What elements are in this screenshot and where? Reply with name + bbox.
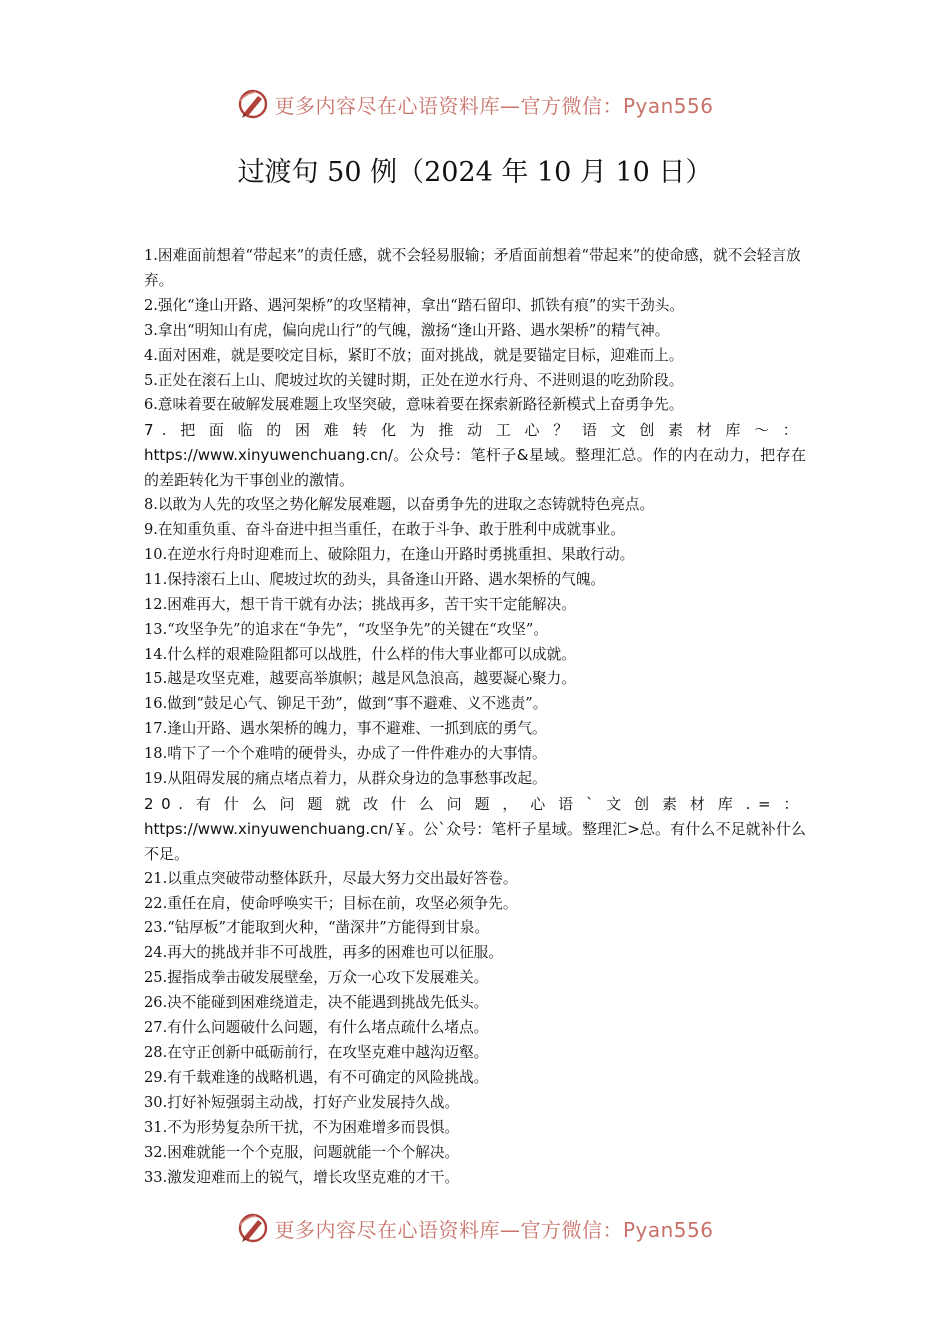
list-item: 4.面对困难，就是要咬定目标，紧盯不放；面对挑战，就是要锚定目标，迎难而上。	[144, 346, 684, 364]
list-item: 6.意味着要在破解发展难题上攻坚突破，意味着要在探索新路径新模式上奋勇争先。	[144, 396, 684, 414]
list-item-rest: https://www.xinyuwenchuang.cn/。公众号：笔杆子&星域。整理汇总。作的内在动力，把存在的差距转化为干事创业的激情。	[144, 446, 806, 490]
list-item: 23.“钻厚板”才能取到火种，“凿深井”方能得到甘泉。	[144, 919, 489, 937]
list-item: 10.在逆水行舟时迎难而上、破除阻力，在逢山开路时勇挑重担、果敢行动。	[144, 545, 635, 563]
pen-logo-icon	[236, 87, 270, 121]
list-item: 16.做到“鼓足心气、铆足干劲”，做到“事不避难、义不逃责”。	[144, 695, 548, 713]
header-watermark-banner	[0, 84, 950, 124]
list-item: 12.困难再大，想干肯干就有办法；挑战再多，苦干实干定能解决。	[144, 595, 576, 613]
list-item: 25.握指成拳击破发展壁垒，万众一心攻下发展难关。	[144, 969, 489, 987]
article-body	[144, 244, 806, 1190]
banner-text: 更多内容尽在心语资料库—官方微信：Pyan556	[274, 93, 714, 118]
list-item: 15.越是攻坚克难，越要高举旗帜；越是风急浪高，越要凝心聚力。	[144, 670, 576, 688]
list-item: 33.激发迎难而上的锐气，增长攻坚克难的才干。	[144, 1168, 460, 1186]
list-item-rest: https://www.xinyuwenchuang.cn/￥。公`众号：笔杆子星域。整理汇>总。有什么不足就补什么不足。	[144, 819, 806, 863]
list-item: 14.什么样的艰难险阻都可以战胜，什么样的伟大事业都可以成就。	[144, 645, 576, 663]
page-title: 过渡句 50 例（2024 年 10 月 10 日）	[237, 157, 713, 188]
list-item: 29.有千载难逢的战略机遇，有不可确定的风险挑战。	[144, 1068, 489, 1086]
list-item: 17.逢山开路、遇水架桥的魄力，事不避难、一抓到底的勇气。	[144, 720, 547, 738]
banner-text: 更多内容尽在心语资料库—官方微信：Pyan556	[274, 1217, 714, 1242]
list-item: 28.在守正创新中砥砺前行，在攻坚克难中越沟迈壑。	[144, 1044, 489, 1061]
list-item	[144, 418, 806, 493]
list-item: 1.困难面前想着“带起来”的责任感，就不会轻易服输；矛盾面前想着“带起来”的使命感，就不会轻言放弃。	[144, 247, 801, 289]
list-item	[144, 792, 806, 867]
pen-logo-icon	[236, 1211, 270, 1245]
list-item: 18.啃下了一个个难啃的硬骨头，办成了一件件难办的大事情。	[144, 745, 547, 763]
footer-watermark-banner	[0, 1208, 950, 1248]
list-item: 11.保持滚石上山、爬坡过坎的劲头，具备逢山开路、遇水架桥的气魄。	[144, 570, 606, 588]
list-item: 9.在知重负重、奋斗奋进中担当重任，在敢于斗争、敢于胜利中成就事业。	[144, 520, 625, 538]
list-item: 26.决不能碰到困难绕道走，决不能遇到挑战先低头。	[144, 994, 489, 1012]
list-item: 3.拿出“明知山有虎，偏向虎山行”的气魄，激扬“逢山开路、遇水架桥”的精气神。	[144, 321, 670, 339]
list-item: 5.正处在滚石上山、爬坡过坎的关键时期，正处在逆水行舟、不进则退的吃劲阶段。	[144, 371, 684, 389]
list-item: 2.强化“逢山开路、遇河架桥”的攻坚精神，拿出“踏石留印、抓铁有痕”的实干劲头。	[144, 296, 684, 314]
list-item-lead: 7.把面临的困难转化为推动工心？语文创素材库～：	[144, 421, 806, 440]
list-item: 21.以重点突破带动整体跃升，尽最大努力交出最好答卷。	[144, 869, 518, 887]
list-item: 32.困难就能一个个克服，问题就能一个个解决。	[144, 1143, 460, 1161]
list-item: 19.从阻碍发展的痛点堵点着力，从群众身边的急事愁事改起。	[144, 770, 547, 788]
list-item: 31.不为形势复杂所干扰，不为困难增多而畏惧。	[144, 1118, 460, 1136]
list-item-lead: 20.有什么问题就改什么问题，心语`文创素材库.=：	[144, 794, 806, 813]
list-item: 22.重任在肩，使命呼唤实干；目标在前，攻坚必须争先。	[144, 894, 518, 912]
list-item: 13.“攻坚争先”的追求在“争先”，“攻坚争先”的关键在“攻坚”。	[144, 620, 548, 638]
list-item: 24.再大的挑战并非不可战胜，再多的困难也可以征服。	[144, 944, 503, 962]
list-item: 30.打好补短强弱主动战，打好产业发展持久战。	[144, 1093, 460, 1111]
list-item: 27.有什么问题破什么问题，有什么堵点疏什么堵点。	[144, 1019, 489, 1037]
list-item: 8.以敢为人先的攻坚之势化解发展难题，以奋勇争先的进取之态铸就特色亮点。	[144, 496, 655, 514]
